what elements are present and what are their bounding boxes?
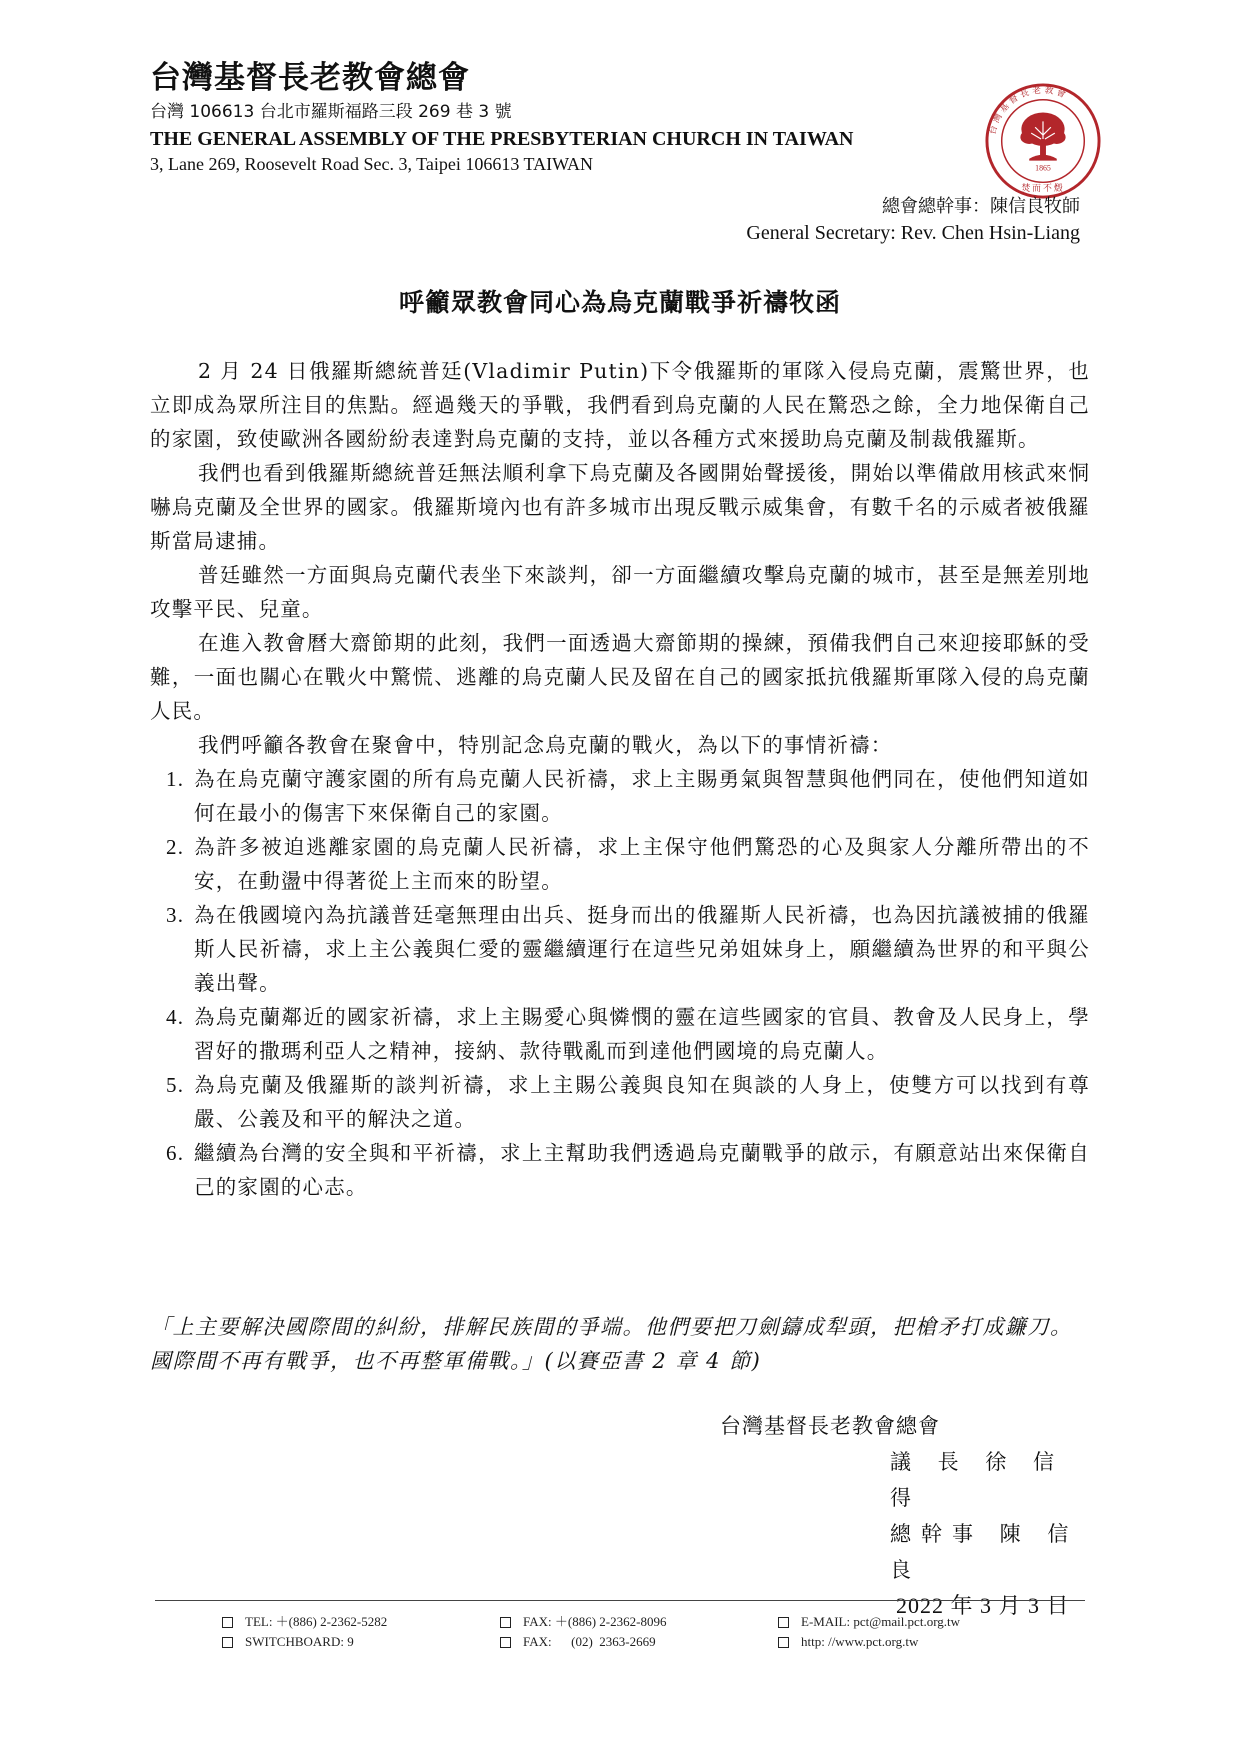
letter-body bbox=[150, 354, 1090, 1204]
checkbox-bullet-icon bbox=[778, 1617, 789, 1628]
prayer-text: 為烏克蘭鄰近的國家祈禱，求上主賜愛心與憐憫的靈在這些國家的官員、教會及人民身上，學習好的撒瑪利亞人之精神，接納、款待戰亂而到達他們國境的烏克蘭人。 bbox=[194, 1005, 1090, 1063]
paragraph: 2 月 24 日俄羅斯總統普廷(Vladimir Putin)下令俄羅斯的軍隊入侵烏克蘭，震驚世界，也立即成為眾所注目的焦點。經過幾天的爭戰，我們看到烏克蘭的人民在驚恐之餘，全力地保衛自己的家園，致使歐洲各國紛紛表達對烏克蘭的支持，並以各種方式來援助烏克蘭及制裁俄羅斯。 bbox=[150, 359, 1090, 451]
signature-date: 2022 年 3 月 3 日 bbox=[896, 1593, 1070, 1618]
signature-org: 台灣基督長老教會總會 bbox=[720, 1414, 940, 1438]
prayer-number: 1. bbox=[166, 767, 185, 791]
paragraph: 我們也看到俄羅斯總統普廷無法順利拿下烏克蘭及各國開始聲援後，開始以準備啟用核武來恫嚇烏克蘭及全世界的國家。俄羅斯境內也有許多城市出現反戰示威集會，有數千名的示威者被俄羅斯當局逮捕。 bbox=[150, 461, 1090, 553]
prayer-number: 6. bbox=[166, 1141, 185, 1165]
prayer-text: 為許多被迫逃離家園的烏克蘭人民祈禱，求上主保守他們驚恐的心及與家人分離所帶出的不安，在動盪中得著從上主而來的盼望。 bbox=[194, 835, 1090, 893]
signature-moderator: 議 長 徐 信 得 bbox=[890, 1450, 1065, 1510]
paragraph: 普廷雖然一方面與烏克蘭代表坐下來談判，卻一方面繼續攻擊烏克蘭的城市，甚至是無差別地攻擊平民、兒童。 bbox=[150, 563, 1090, 621]
footer-tel: TEL: ＋(886) 2-2362-5282 bbox=[245, 1614, 388, 1629]
address-en: 3, Lane 269, Roosevelt Road Sec. 3, Taipei 106613 TAIWAN bbox=[150, 154, 594, 174]
general-secretary-en: General Secretary: Rev. Chen Hsin-Liang bbox=[746, 222, 1080, 244]
church-seal-logo bbox=[984, 82, 1102, 200]
prayer-item bbox=[150, 898, 1090, 1000]
prayer-number: 3. bbox=[166, 903, 185, 927]
prayer-number: 2. bbox=[166, 835, 185, 859]
prayer-item bbox=[150, 1000, 1090, 1068]
checkbox-bullet-icon bbox=[222, 1617, 233, 1628]
contact-footer bbox=[222, 1612, 1082, 1652]
paragraph: 我們呼籲各教會在聚會中，特別記念烏克蘭的戰火，為以下的事情祈禱： bbox=[198, 733, 893, 757]
footer-fax-local: FAX: (02) 2363-2669 bbox=[523, 1634, 656, 1649]
signature-general-secretary: 總幹事 陳 信 良 bbox=[890, 1522, 1079, 1582]
seal-ring-text: 台灣基督長老教會 bbox=[988, 85, 1070, 136]
scripture-quote: 「上主要解決國際間的糾紛，排解民族間的爭端。他們要把刀劍鑄成犁頭，把槍矛打成鐮刀。國際間不再有戰爭，也不再整軍備戰。」(以賽亞書 2 章 4 節) bbox=[150, 1315, 1073, 1373]
prayer-item bbox=[150, 762, 1090, 830]
prayer-item bbox=[150, 1068, 1090, 1136]
checkbox-bullet-icon bbox=[778, 1637, 789, 1648]
checkbox-bullet-icon bbox=[222, 1637, 233, 1648]
seal-motto: 焚而不燬 bbox=[1021, 184, 1065, 195]
prayer-number: 4. bbox=[166, 1005, 185, 1029]
footer-switchboard: SWITCHBOARD: 9 bbox=[245, 1634, 354, 1649]
footer-email: E-MAIL: pct@mail.pct.org.tw bbox=[801, 1614, 961, 1629]
general-secretary-zh: 總會總幹事：陳信良牧師 bbox=[882, 196, 1080, 217]
prayer-text: 繼續為台灣的安全與和平祈禱，求上主幫助我們透過烏克蘭戰爭的啟示，有願意站出來保衛自己的家園的心志。 bbox=[194, 1141, 1090, 1199]
prayer-item bbox=[150, 1136, 1090, 1204]
paragraph: 在進入教會曆大齋節期的此刻，我們一面透過大齋節期的操練，預備我們自己來迎接耶穌的受難，一面也關心在戰火中驚慌、逃離的烏克蘭人民及留在自己的國家抵抗俄羅斯軍隊入侵的烏克蘭人民。 bbox=[150, 631, 1090, 723]
footer-divider bbox=[155, 1600, 1085, 1601]
prayer-item bbox=[150, 830, 1090, 898]
checkbox-bullet-icon bbox=[500, 1617, 511, 1628]
seal-year: 1865 bbox=[1035, 163, 1051, 173]
org-name-en: THE GENERAL ASSEMBLY OF THE PRESBYTERIAN CHURCH IN TAIWAN bbox=[150, 128, 854, 150]
footer-website: http: //www.pct.org.tw bbox=[801, 1634, 919, 1649]
prayer-text: 為烏克蘭及俄羅斯的談判祈禱，求上主賜公義與良知在與談的人身上，使雙方可以找到有尊嚴、公義及和平的解決之道。 bbox=[194, 1073, 1090, 1131]
prayer-text: 為在烏克蘭守護家園的所有烏克蘭人民祈禱，求上主賜勇氣與智慧與他們同在，使他們知道如何在最小的傷害下來保衛自己的家園。 bbox=[194, 767, 1090, 825]
general-secretary-block bbox=[746, 195, 1080, 247]
letterhead bbox=[150, 58, 950, 176]
org-name-zh: 台灣基督長老教會總會 bbox=[150, 60, 470, 96]
checkbox-bullet-icon bbox=[500, 1637, 511, 1648]
footer-fax: FAX: ＋(886) 2-2362-8096 bbox=[523, 1614, 667, 1629]
prayer-text: 為在俄國境內為抗議普廷毫無理由出兵、挺身而出的俄羅斯人民祈禱，也為因抗議被捕的俄羅斯人民祈禱，求上主公義與仁愛的靈繼續運行在這些兄弟姐妹身上，願繼續為世界的和平與公義出聲。 bbox=[194, 903, 1090, 995]
signature-block bbox=[720, 1408, 1080, 1624]
letter-title: 呼籲眾教會同心為烏克蘭戰爭祈禱牧函 bbox=[398, 288, 841, 317]
address-zh: 台灣 106613 台北市羅斯福路三段 269 巷 3 號 bbox=[150, 102, 512, 122]
prayer-number: 5. bbox=[166, 1073, 185, 1097]
